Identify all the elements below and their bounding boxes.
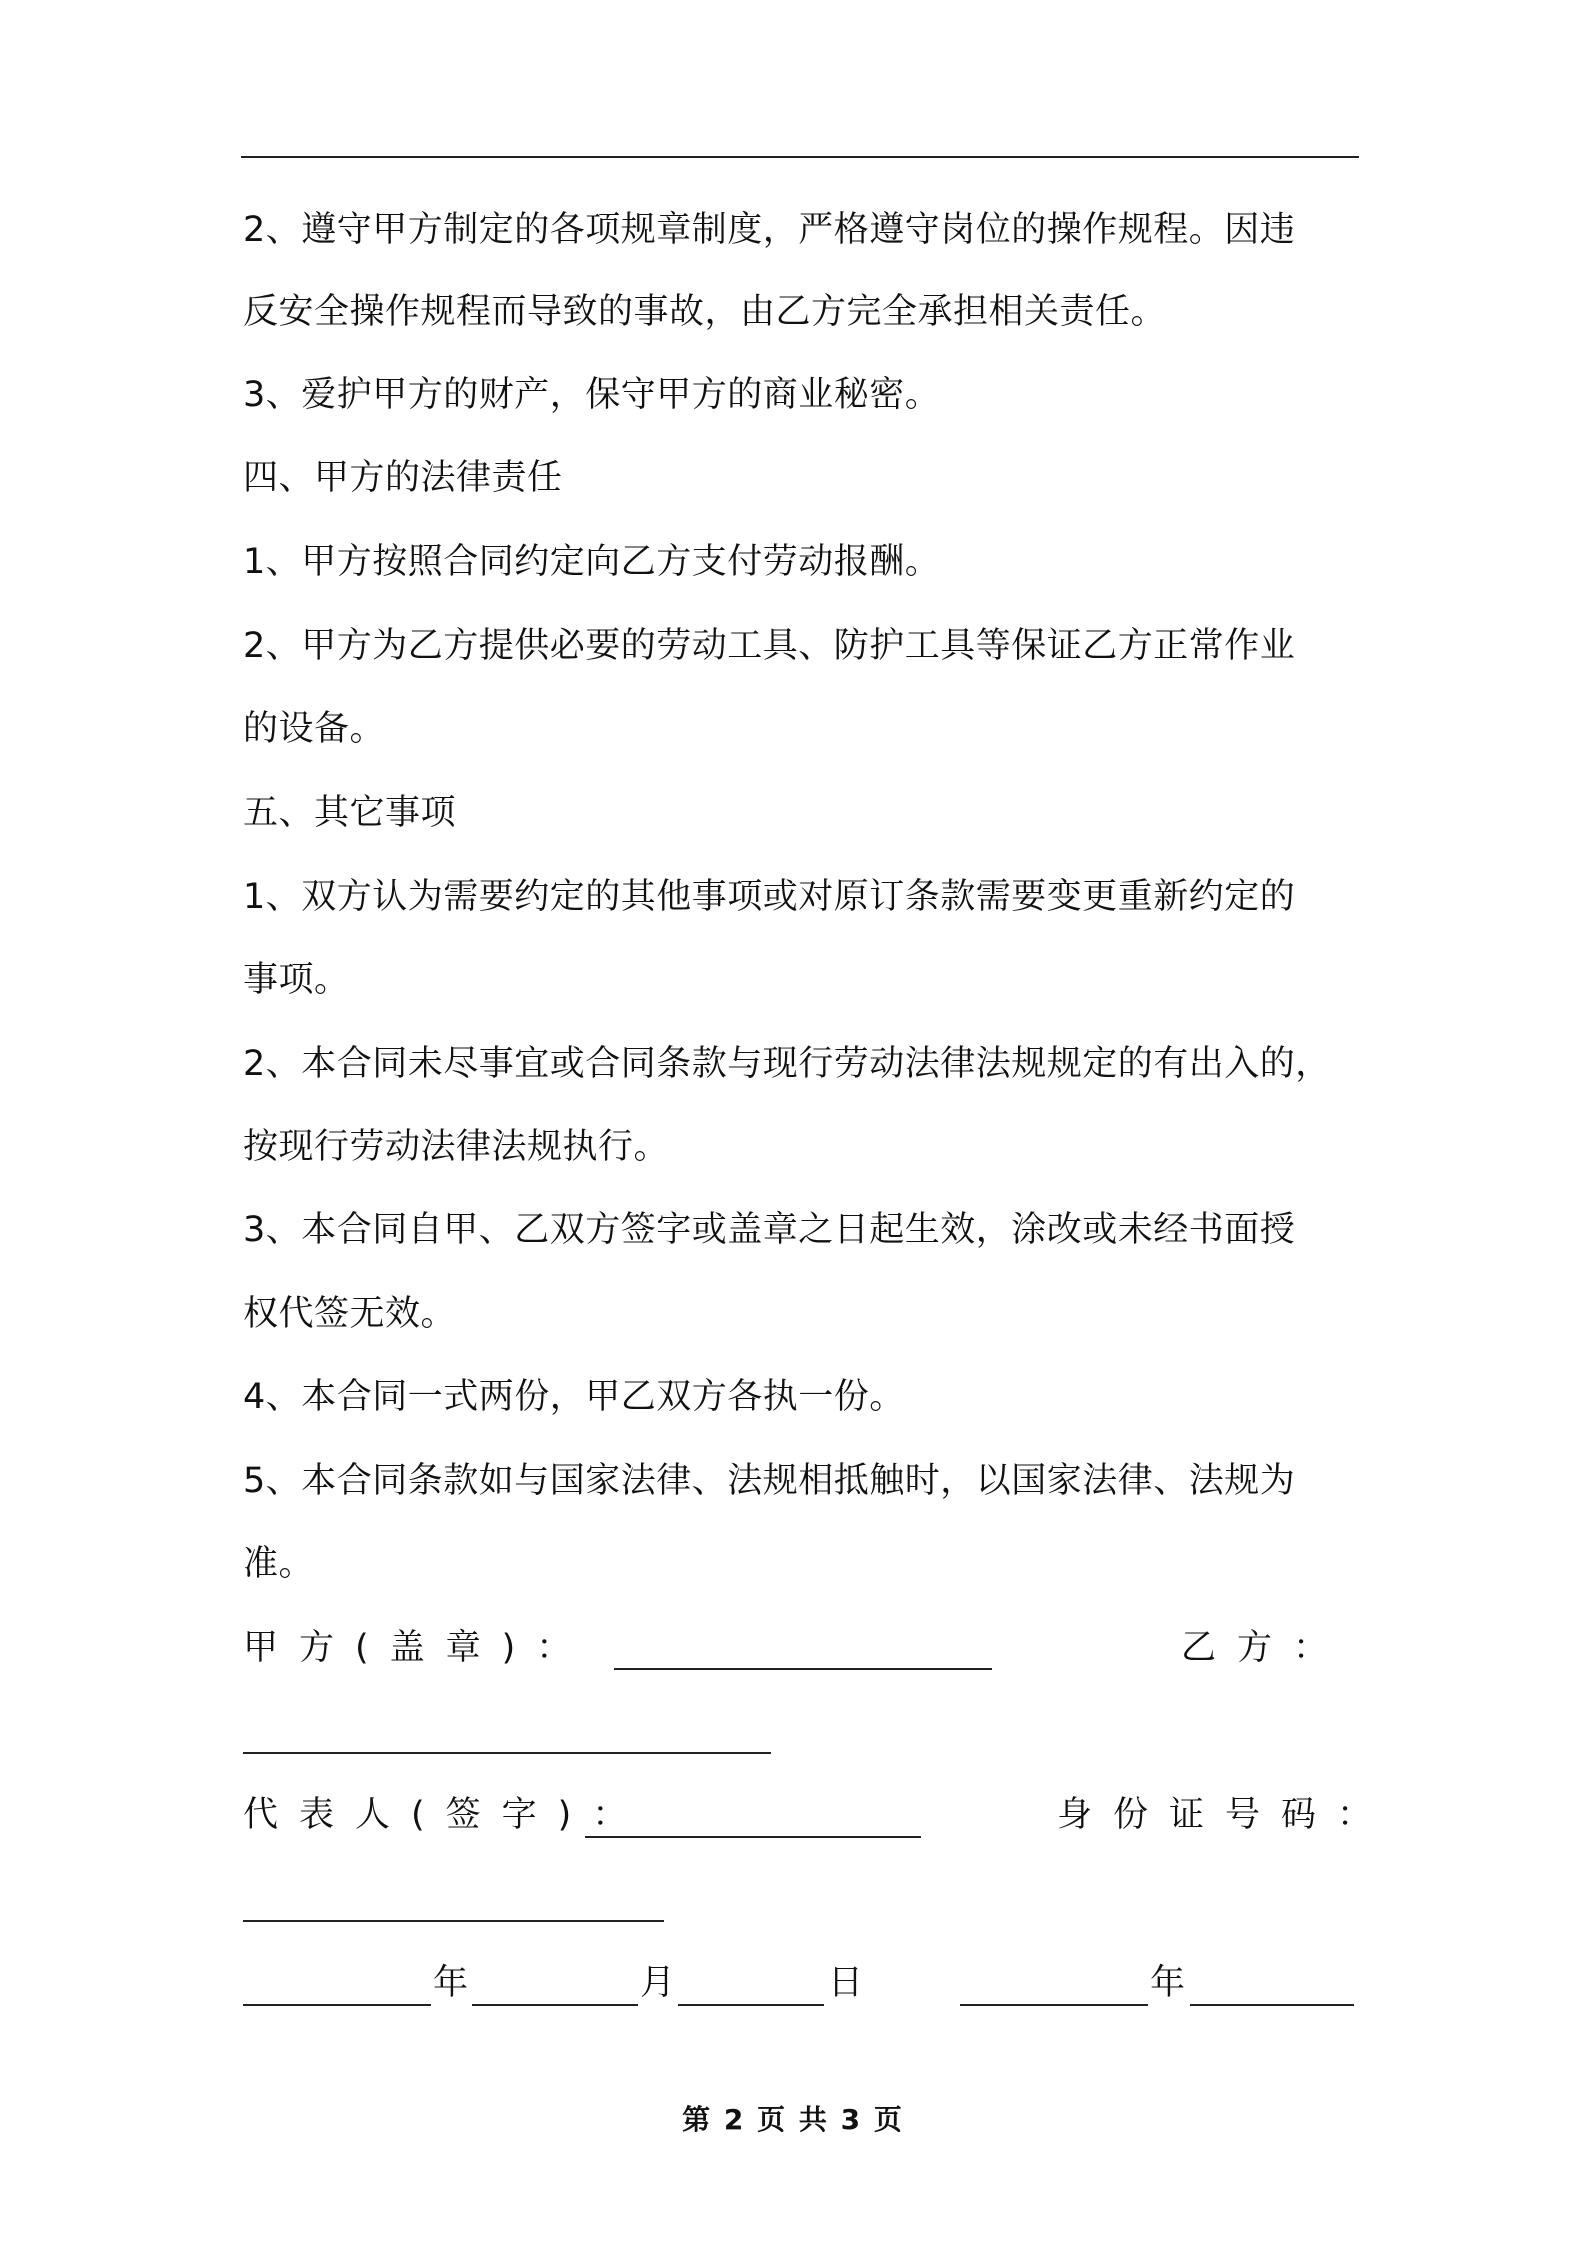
paragraph-line: 2、本合同未尽事宜或合同条款与现行劳动法律法规规定的有出入的， bbox=[243, 1044, 1331, 1084]
paragraph-line: 2、甲方为乙方提供必要的劳动工具、防护工具等保证乙方正常作业 bbox=[243, 626, 1296, 666]
party-a-blank[interactable] bbox=[614, 1668, 992, 1670]
date-month-label: 月 bbox=[640, 1963, 676, 2003]
paragraph-line: 3、爱护甲方的财产，保守甲方的商业秘密。 bbox=[243, 375, 941, 415]
paragraph-line: 3、本合同自甲、乙双方签字或盖章之日起生效，涂改或未经书面授 bbox=[243, 1210, 1296, 1250]
paragraph-line: 事项。 bbox=[243, 960, 350, 1000]
paragraph-line: 准。 bbox=[243, 1544, 315, 1584]
id-number-label: 身份证号码： bbox=[1057, 1795, 1394, 1835]
paragraph-line: 1、甲方按照合同约定向乙方支付劳动报酬。 bbox=[243, 542, 941, 582]
paragraph-line: 1、双方认为需要约定的其他事项或对原订条款需要变更重新约定的 bbox=[243, 877, 1296, 917]
section-heading: 四、甲方的法律责任 bbox=[243, 458, 563, 498]
paragraph-line: 按现行劳动法律法规执行。 bbox=[243, 1127, 670, 1167]
section-heading: 五、其它事项 bbox=[243, 793, 457, 833]
date-month-blank-b[interactable] bbox=[1190, 2004, 1354, 2006]
paragraph-line: 2、遵守甲方制定的各项规章制度，严格遵守岗位的操作规程。因违 bbox=[243, 210, 1296, 250]
date-year-blank-b[interactable] bbox=[960, 2004, 1148, 2006]
date-month-blank[interactable] bbox=[472, 2004, 638, 2006]
date-day-label: 日 bbox=[828, 1963, 864, 2003]
representative-label: 代表人(签字)： bbox=[243, 1795, 649, 1835]
id-number-blank[interactable] bbox=[243, 1920, 664, 1922]
date-year-label: 年 bbox=[433, 1963, 469, 2003]
party-b-label: 乙方： bbox=[1181, 1628, 1350, 1668]
paragraph-line: 权代签无效。 bbox=[243, 1294, 457, 1334]
representative-blank[interactable] bbox=[585, 1836, 921, 1838]
paragraph-line: 反安全操作规程而导致的事故，由乙方完全承担相关责任。 bbox=[243, 292, 1167, 332]
party-a-label: 甲方(盖章)： bbox=[243, 1628, 593, 1668]
date-year-label-b: 年 bbox=[1150, 1963, 1186, 2003]
paragraph-line: 4、本合同一式两份，甲乙双方各执一份。 bbox=[243, 1377, 905, 1417]
page-number: 第 2 页 共 3 页 bbox=[682, 2103, 904, 2136]
paragraph-line: 的设备。 bbox=[243, 709, 386, 749]
party-b-blank[interactable] bbox=[243, 1752, 771, 1754]
paragraph-line: 5、本合同条款如与国家法律、法规相抵触时，以国家法律、法规为 bbox=[243, 1461, 1296, 1501]
date-year-blank[interactable] bbox=[243, 2004, 431, 2006]
date-day-blank[interactable] bbox=[678, 2004, 824, 2006]
header-rule bbox=[241, 156, 1359, 158]
